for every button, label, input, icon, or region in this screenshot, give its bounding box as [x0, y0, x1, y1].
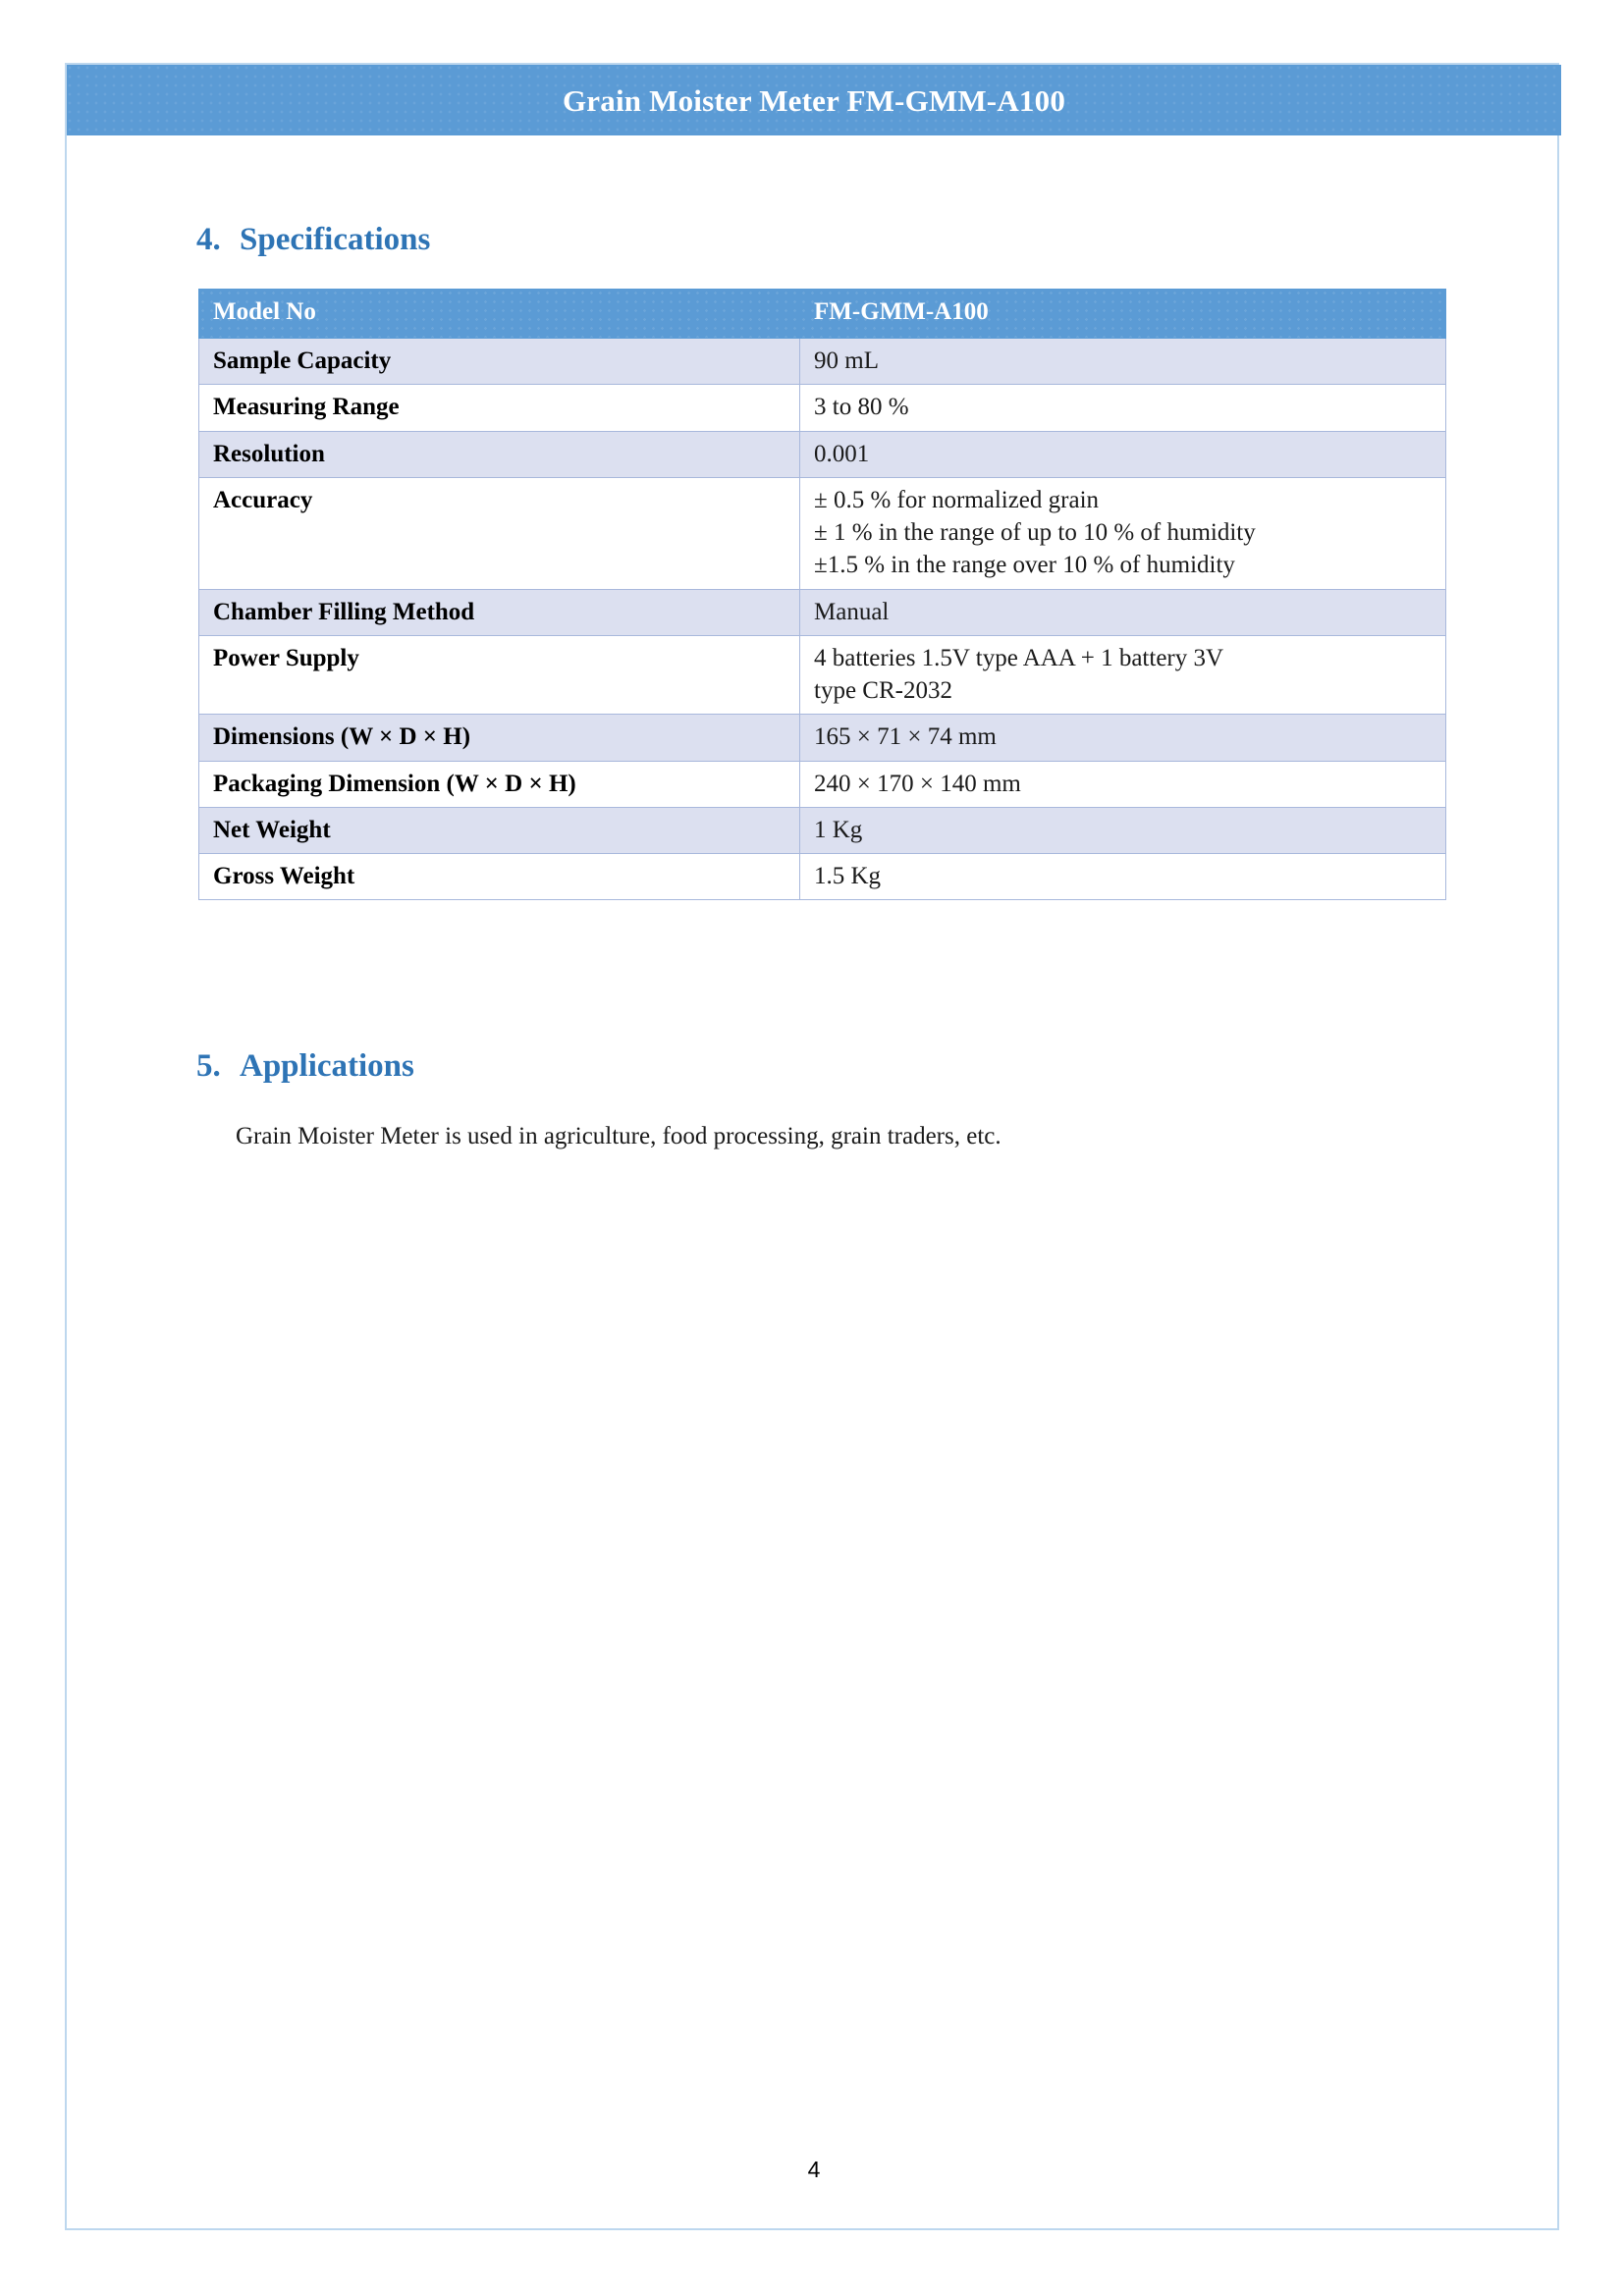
table-row — [199, 477, 1446, 589]
document-title: Grain Moister Meter FM-GMM-A100 — [562, 82, 1066, 118]
table-cell-key: Net Weight — [199, 807, 800, 853]
table-cell-value — [800, 807, 1446, 853]
table-cell-value-line: ± 0.5 % for normalized grain — [814, 486, 1100, 513]
section-number-specifications: 4. — [196, 222, 221, 257]
page-content — [67, 135, 1561, 2230]
table-cell-value-line: 3 to 80 % — [814, 394, 909, 421]
table-cell-value-line: 240 × 170 × 140 mm — [814, 770, 1021, 797]
table-cell-key: Resolution — [199, 431, 800, 477]
table-cell-key: Accuracy — [199, 477, 800, 589]
table-cell-value-line: type CR-2032 — [814, 677, 952, 704]
page-frame — [65, 63, 1559, 2230]
applications-paragraph: Grain Moister Meter is used in agriculture, food processing, grain traders, etc. — [236, 1123, 1001, 1149]
table-cell-key: Packaging Dimension (W × D × H) — [199, 761, 800, 807]
section-number-applications: 5. — [196, 1048, 221, 1084]
table-row — [199, 385, 1446, 431]
table-header-model-value: FM-GMM-A100 — [800, 290, 1446, 339]
table-cell-value — [800, 385, 1446, 431]
table-cell-value-line: 0.001 — [814, 440, 870, 467]
section-heading-specifications — [196, 222, 430, 257]
table-cell-key: Power Supply — [199, 635, 800, 715]
table-cell-value — [800, 589, 1446, 635]
specifications-table-head — [199, 290, 1446, 339]
table-cell-value — [800, 431, 1446, 477]
table-cell-value-line: Manual — [814, 598, 890, 625]
table-cell-value-line: 4 batteries 1.5V type AAA + 1 battery 3V — [814, 644, 1224, 671]
table-cell-value — [800, 854, 1446, 900]
table-cell-value — [800, 761, 1446, 807]
table-header-row — [199, 290, 1446, 339]
table-cell-key: Measuring Range — [199, 385, 800, 431]
table-row — [199, 589, 1446, 635]
table-cell-value-line: 90 mL — [814, 347, 879, 374]
table-row — [199, 431, 1446, 477]
table-header-model-no: Model No — [199, 290, 800, 339]
table-cell-value-line: ±1.5 % in the range over 10 % of humidity — [814, 552, 1235, 579]
specifications-table-body — [199, 339, 1446, 900]
table-cell-value-line: 1.5 Kg — [814, 863, 882, 889]
table-cell-key: Dimensions (W × D × H) — [199, 715, 800, 761]
table-cell-value-line: 1 Kg — [814, 816, 863, 843]
table-row — [199, 715, 1446, 761]
table-cell-value — [800, 635, 1446, 715]
document-header-banner — [67, 65, 1561, 135]
table-row — [199, 807, 1446, 853]
table-cell-key: Gross Weight — [199, 854, 800, 900]
table-cell-key: Sample Capacity — [199, 339, 800, 385]
table-row — [199, 635, 1446, 715]
table-cell-value-line: 165 × 71 × 74 mm — [814, 723, 997, 751]
specifications-table — [198, 289, 1446, 900]
table-cell-value — [800, 477, 1446, 589]
table-cell-value — [800, 339, 1446, 385]
page-number: 4 — [807, 2157, 821, 2182]
section-title-applications: Applications — [240, 1048, 414, 1084]
section-title-specifications: Specifications — [240, 222, 431, 257]
table-cell-key: Chamber Filling Method — [199, 589, 800, 635]
table-row — [199, 339, 1446, 385]
table-row — [199, 761, 1446, 807]
table-cell-value-line: ± 1 % in the range of up to 10 % of humidity — [814, 519, 1256, 546]
section-heading-applications — [196, 1048, 414, 1084]
table-cell-value — [800, 715, 1446, 761]
table-row — [199, 854, 1446, 900]
